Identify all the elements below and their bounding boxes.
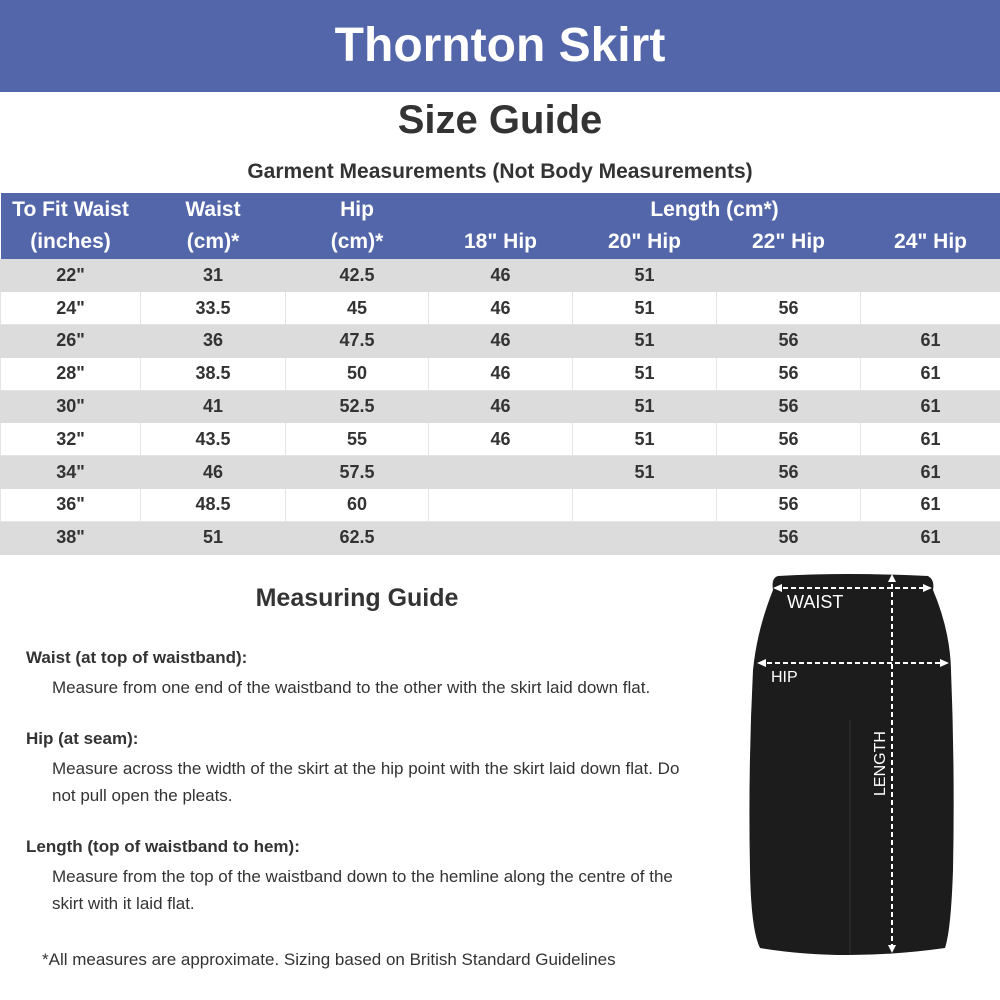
- table-cell: 51: [573, 259, 717, 292]
- table-row: [1, 489, 1000, 522]
- table-cell: 45: [286, 292, 429, 325]
- col-header-length: Length (cm*): [429, 193, 1000, 226]
- table-cell: 22": [1, 259, 141, 292]
- table-row: [1, 325, 1000, 358]
- table-cell: 51: [573, 357, 717, 390]
- table-cell: 50: [286, 357, 429, 390]
- table-cell: 46: [429, 325, 573, 358]
- table-cell: 62.5: [286, 521, 429, 554]
- col-header-18-hip: 18" Hip: [429, 226, 573, 259]
- table-cell: 28": [1, 357, 141, 390]
- table-cell: 51: [573, 423, 717, 456]
- table-cell: 46: [429, 423, 573, 456]
- table-cell: 46: [429, 292, 573, 325]
- table-cell: [861, 292, 1000, 325]
- table-cell: 46: [429, 259, 573, 292]
- page-title: Size Guide: [397, 98, 603, 142]
- banner-title: Thornton Skirt: [0, 0, 1000, 92]
- table-cell: 56: [717, 325, 861, 358]
- table-row: [1, 423, 1000, 456]
- section-heading: Hip (at seam):: [26, 729, 139, 748]
- skirt-diagram: [745, 570, 960, 965]
- table-cell: 61: [861, 489, 1000, 522]
- col-header-hip-unit: (cm)*: [286, 226, 429, 259]
- col-header-22-hip: 22" Hip: [717, 226, 861, 259]
- table-cell: 38.5: [141, 357, 286, 390]
- table-cell: 51: [573, 390, 717, 423]
- table-cell: 56: [717, 292, 861, 325]
- table-cell: 61: [861, 423, 1000, 456]
- table-cell: 56: [717, 489, 861, 522]
- table-cell: 41: [141, 390, 286, 423]
- col-header-fit-waist: [1, 193, 141, 226]
- table-row: [1, 292, 1000, 325]
- guide-section-hip: [26, 729, 706, 809]
- table-cell: 61: [861, 357, 1000, 390]
- table-cell: 61: [861, 456, 1000, 489]
- table-cell: [717, 259, 861, 292]
- table-cell: 51: [141, 521, 286, 554]
- table-cell: [573, 489, 717, 522]
- col-header-waist: [141, 193, 286, 226]
- guide-section-waist: [26, 648, 726, 701]
- skirt-shape: [749, 574, 953, 955]
- table-cell: 36": [1, 489, 141, 522]
- footnote: *All measures are approximate. Sizing based on British Standard Guidelines: [42, 950, 616, 969]
- table-cell: 48.5: [141, 489, 286, 522]
- table-cell: 46: [141, 456, 286, 489]
- table-cell: 56: [717, 521, 861, 554]
- table-row: [1, 357, 1000, 390]
- table-cell: 33.5: [141, 292, 286, 325]
- table-cell: 42.5: [286, 259, 429, 292]
- table-cell: 57.5: [286, 456, 429, 489]
- table-cell: 36: [141, 325, 286, 358]
- table-cell: 46: [429, 357, 573, 390]
- page-subtitle: Garment Measurements (Not Body Measurements): [247, 160, 753, 183]
- size-table: [0, 193, 1000, 555]
- table-cell: 24": [1, 292, 141, 325]
- header-text: Hip: [340, 197, 374, 221]
- table-row: [1, 521, 1000, 554]
- waist-label: WAIST: [787, 592, 844, 612]
- section-body: Measure across the width of the skirt at the hip point with the skirt laid down flat. Do not pull open the pleats.: [52, 759, 680, 805]
- col-header-24-hip: 24" Hip: [861, 226, 1000, 259]
- section-heading: Waist (at top of waistband):: [26, 648, 248, 667]
- col-header-fit-waist-unit: (inches): [1, 226, 141, 259]
- table-cell: 51: [573, 325, 717, 358]
- col-header-waist-unit: (cm)*: [141, 226, 286, 259]
- table-cell: 26": [1, 325, 141, 358]
- section-body: Measure from the top of the waistband down to the hemline along the centre of the skirt with it laid flat.: [52, 867, 673, 913]
- section-body: Measure from one end of the waistband to the other with the skirt laid down flat.: [52, 678, 651, 697]
- table-cell: 34": [1, 456, 141, 489]
- table-cell: 31: [141, 259, 286, 292]
- table-cell: 60: [286, 489, 429, 522]
- table-cell: 55: [286, 423, 429, 456]
- col-header-hip: [286, 193, 429, 226]
- table-cell: 32": [1, 423, 141, 456]
- table-cell: 47.5: [286, 325, 429, 358]
- table-cell: 30": [1, 390, 141, 423]
- table-cell: [429, 489, 573, 522]
- table-cell: [573, 521, 717, 554]
- table-cell: 56: [717, 423, 861, 456]
- header-text: To Fit Waist: [12, 197, 129, 221]
- table-cell: 61: [861, 521, 1000, 554]
- table-row: [1, 259, 1000, 292]
- table-cell: 56: [717, 456, 861, 489]
- length-label: LENGTH: [872, 731, 889, 796]
- table-cell: [429, 521, 573, 554]
- section-heading: Length (top of waistband to hem):: [26, 837, 300, 856]
- table-cell: 61: [861, 325, 1000, 358]
- measuring-guide-title: Measuring Guide: [255, 584, 459, 612]
- table-cell: 56: [717, 357, 861, 390]
- col-header-20-hip: 20" Hip: [573, 226, 717, 259]
- table-cell: 38": [1, 521, 141, 554]
- table-cell: 61: [861, 390, 1000, 423]
- table-cell: [429, 456, 573, 489]
- table-cell: 51: [573, 292, 717, 325]
- table-cell: 51: [573, 456, 717, 489]
- hip-label: HIP: [771, 669, 798, 686]
- table-cell: 52.5: [286, 390, 429, 423]
- table-cell: [861, 259, 1000, 292]
- table-cell: 43.5: [141, 423, 286, 456]
- table-cell: 56: [717, 390, 861, 423]
- table-row: [1, 456, 1000, 489]
- guide-section-length: [26, 837, 706, 917]
- table-row: [1, 390, 1000, 423]
- table-cell: 46: [429, 390, 573, 423]
- header-text: Waist: [185, 197, 241, 221]
